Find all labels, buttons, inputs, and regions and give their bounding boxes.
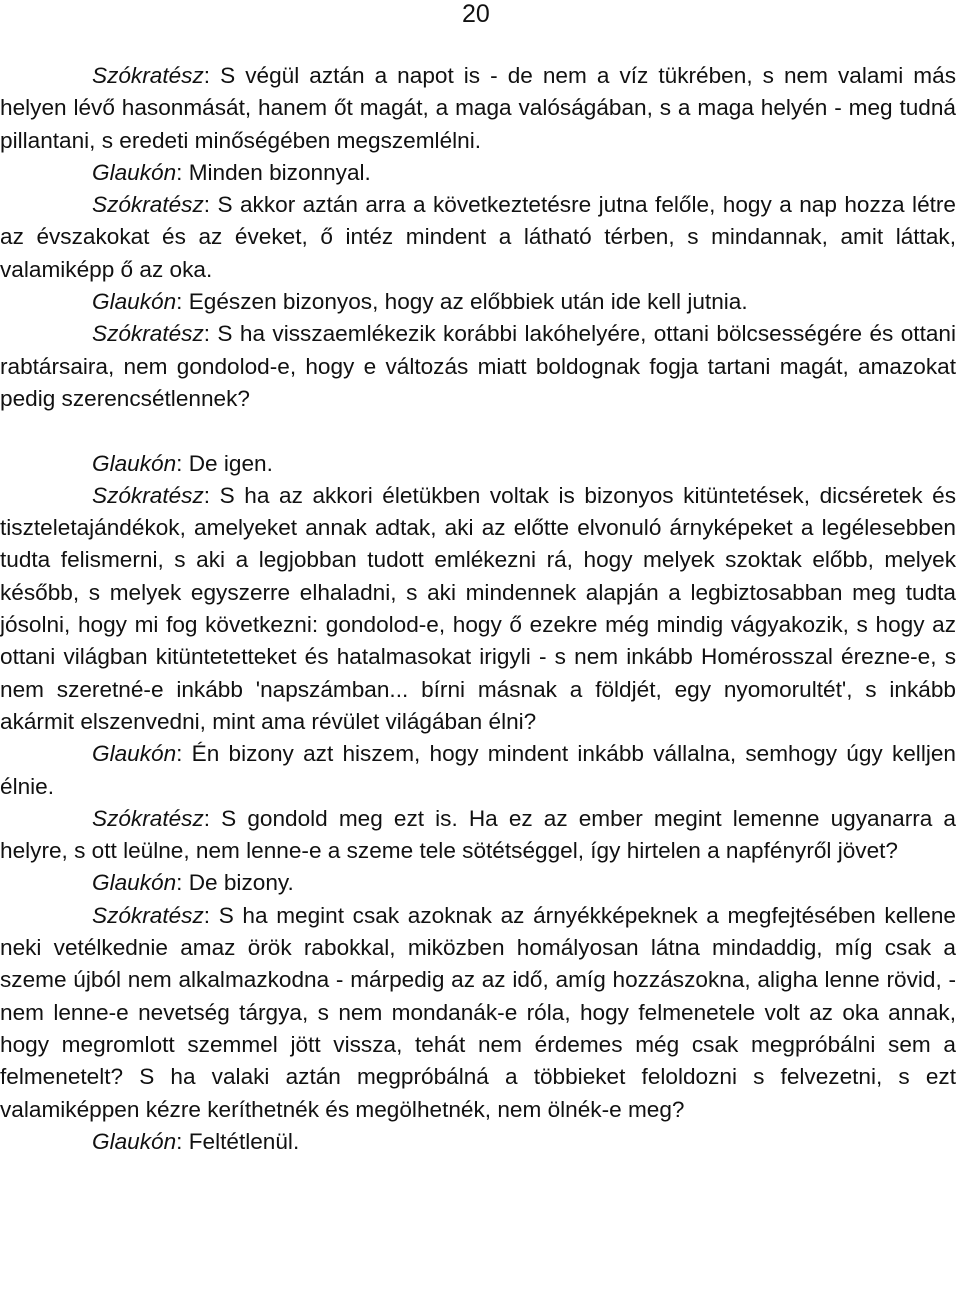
page-body bbox=[0, 60, 956, 1158]
paragraph bbox=[0, 189, 956, 286]
paragraph bbox=[0, 318, 956, 415]
paragraph-text: : Minden bizonnyal. bbox=[176, 159, 371, 185]
paragraph bbox=[0, 448, 956, 480]
speaker-name: Glaukón bbox=[92, 741, 177, 767]
speaker-name: Szókratész bbox=[92, 321, 204, 347]
paragraph-text: : S végül aztán a napot is - de nem a víz tükrében, s nem valami más helyen lévő hasonmását, hanem őt magát, a maga valóságában, s a maga helyén - meg tudná pillantani, s eredeti minőségében megszemlélni. bbox=[0, 63, 956, 153]
speaker-name: Glaukón bbox=[92, 870, 177, 896]
paragraph-text: : S ha megint csak azoknak az árnyékképeknek a megfejtésében kellene neki vetélkednie amaz örök rabokkal, miközben homályosan látna mindaddig, míg csak a szeme újból nem alkalmazkodna - márpedig az az idő, amíg hozzászokna, aligha lenne rövid, - nem lenne-e nevetség tárgya, s nem mondanák-e róla, hogy felmenetele volt az oka annak, hogy megromlott szemmel jött vissza, tehát nem érdemes még csak megpróbálni sem a felmenetelt? S ha valaki aztán megpróbálná a többieket feloldozni s felvezetni, s ezt valamiképpen kézre keríthetnék és megölhetnék, nem ölnék-e meg? bbox=[0, 902, 956, 1122]
paragraph bbox=[0, 60, 956, 157]
paragraph-text: : Egészen bizonyos, hogy az előbbiek után ide kell jutnia. bbox=[176, 289, 748, 315]
paragraph bbox=[0, 1126, 956, 1158]
paragraph-text: : S akkor aztán arra a következtetésre jutna felőle, hogy a nap hozza létre az évszakokat és az éveket, ő intéz mindent a látható térben, s mindannak, amit láttak, valamiképp ő az oka. bbox=[0, 192, 956, 282]
paragraph-text: : S ha visszaemlékezik korábbi lakóhelyére, ottani bölcsességére és ottani rabtársaira, nem gondolod-e, hogy e változás miatt boldognak fogja tartani magát, amazokat pedig szerencsétlennek? bbox=[0, 321, 956, 411]
paragraph-text: : Én bizony azt hiszem, hogy mindent inkább vállalna, semhogy úgy kelljen élnie. bbox=[0, 741, 956, 799]
paragraph-text: : Feltétlenül. bbox=[176, 1128, 300, 1154]
speaker-name: Glaukón bbox=[92, 450, 177, 476]
speaker-name: Glaukón bbox=[92, 289, 177, 315]
speaker-name: Szókratész bbox=[92, 482, 204, 508]
paragraph bbox=[0, 738, 956, 803]
paragraph-text: : De bizony. bbox=[176, 870, 294, 896]
paragraph-text: : De igen. bbox=[176, 450, 273, 476]
speaker-name: Glaukón bbox=[92, 159, 177, 185]
speaker-name: Szókratész bbox=[92, 902, 204, 928]
paragraph bbox=[0, 286, 956, 318]
paragraph bbox=[0, 867, 956, 899]
paragraph bbox=[0, 803, 956, 868]
page-number: 20 bbox=[462, 0, 490, 28]
paragraph bbox=[0, 900, 956, 1126]
speaker-name: Szókratész bbox=[92, 63, 204, 88]
speaker-name: Glaukón bbox=[92, 1128, 177, 1154]
speaker-name: Szókratész bbox=[92, 805, 204, 831]
paragraph-text: : S ha az akkori életükben voltak is bizonyos kitüntetések, dicséretek és tiszteletajándékok, amelyeket annak adtak, aki az előtte elvonuló árnyképeket a legélesebben tudta felismerni, s aki a legjobban tudott emlékezni rá, hogy melyek szoktak előbb, melyek később, s melyek egyszerre elhaladni, s aki mindennek alapján a legbiztosabban meg tudta jósolni, hogy mi fog következni: gondolod-e, hogy ő ezekre még mindig vágyakozik, s hogy az ottani világban kitüntetetteket és hatalmasokat irigyli - s nem inkább Homérosszal érezne-e, s nem szeretné-e inkább 'napszámban... bírni másnak a földjét, egy nyomorultét', s inkább akármit elszenvedni, mint ama révület világában élni? bbox=[0, 482, 956, 734]
speaker-name: Szókratész bbox=[92, 192, 204, 218]
paragraph-text: : S gondold meg ezt is. Ha ez az ember megint lemenne ugyanarra a helyre, s ott leülne, nem lenne-e a szeme tele sötétséggel, így hirtelen a napfényről jövet? bbox=[0, 805, 956, 864]
paragraph bbox=[0, 157, 956, 189]
paragraph bbox=[0, 480, 956, 738]
